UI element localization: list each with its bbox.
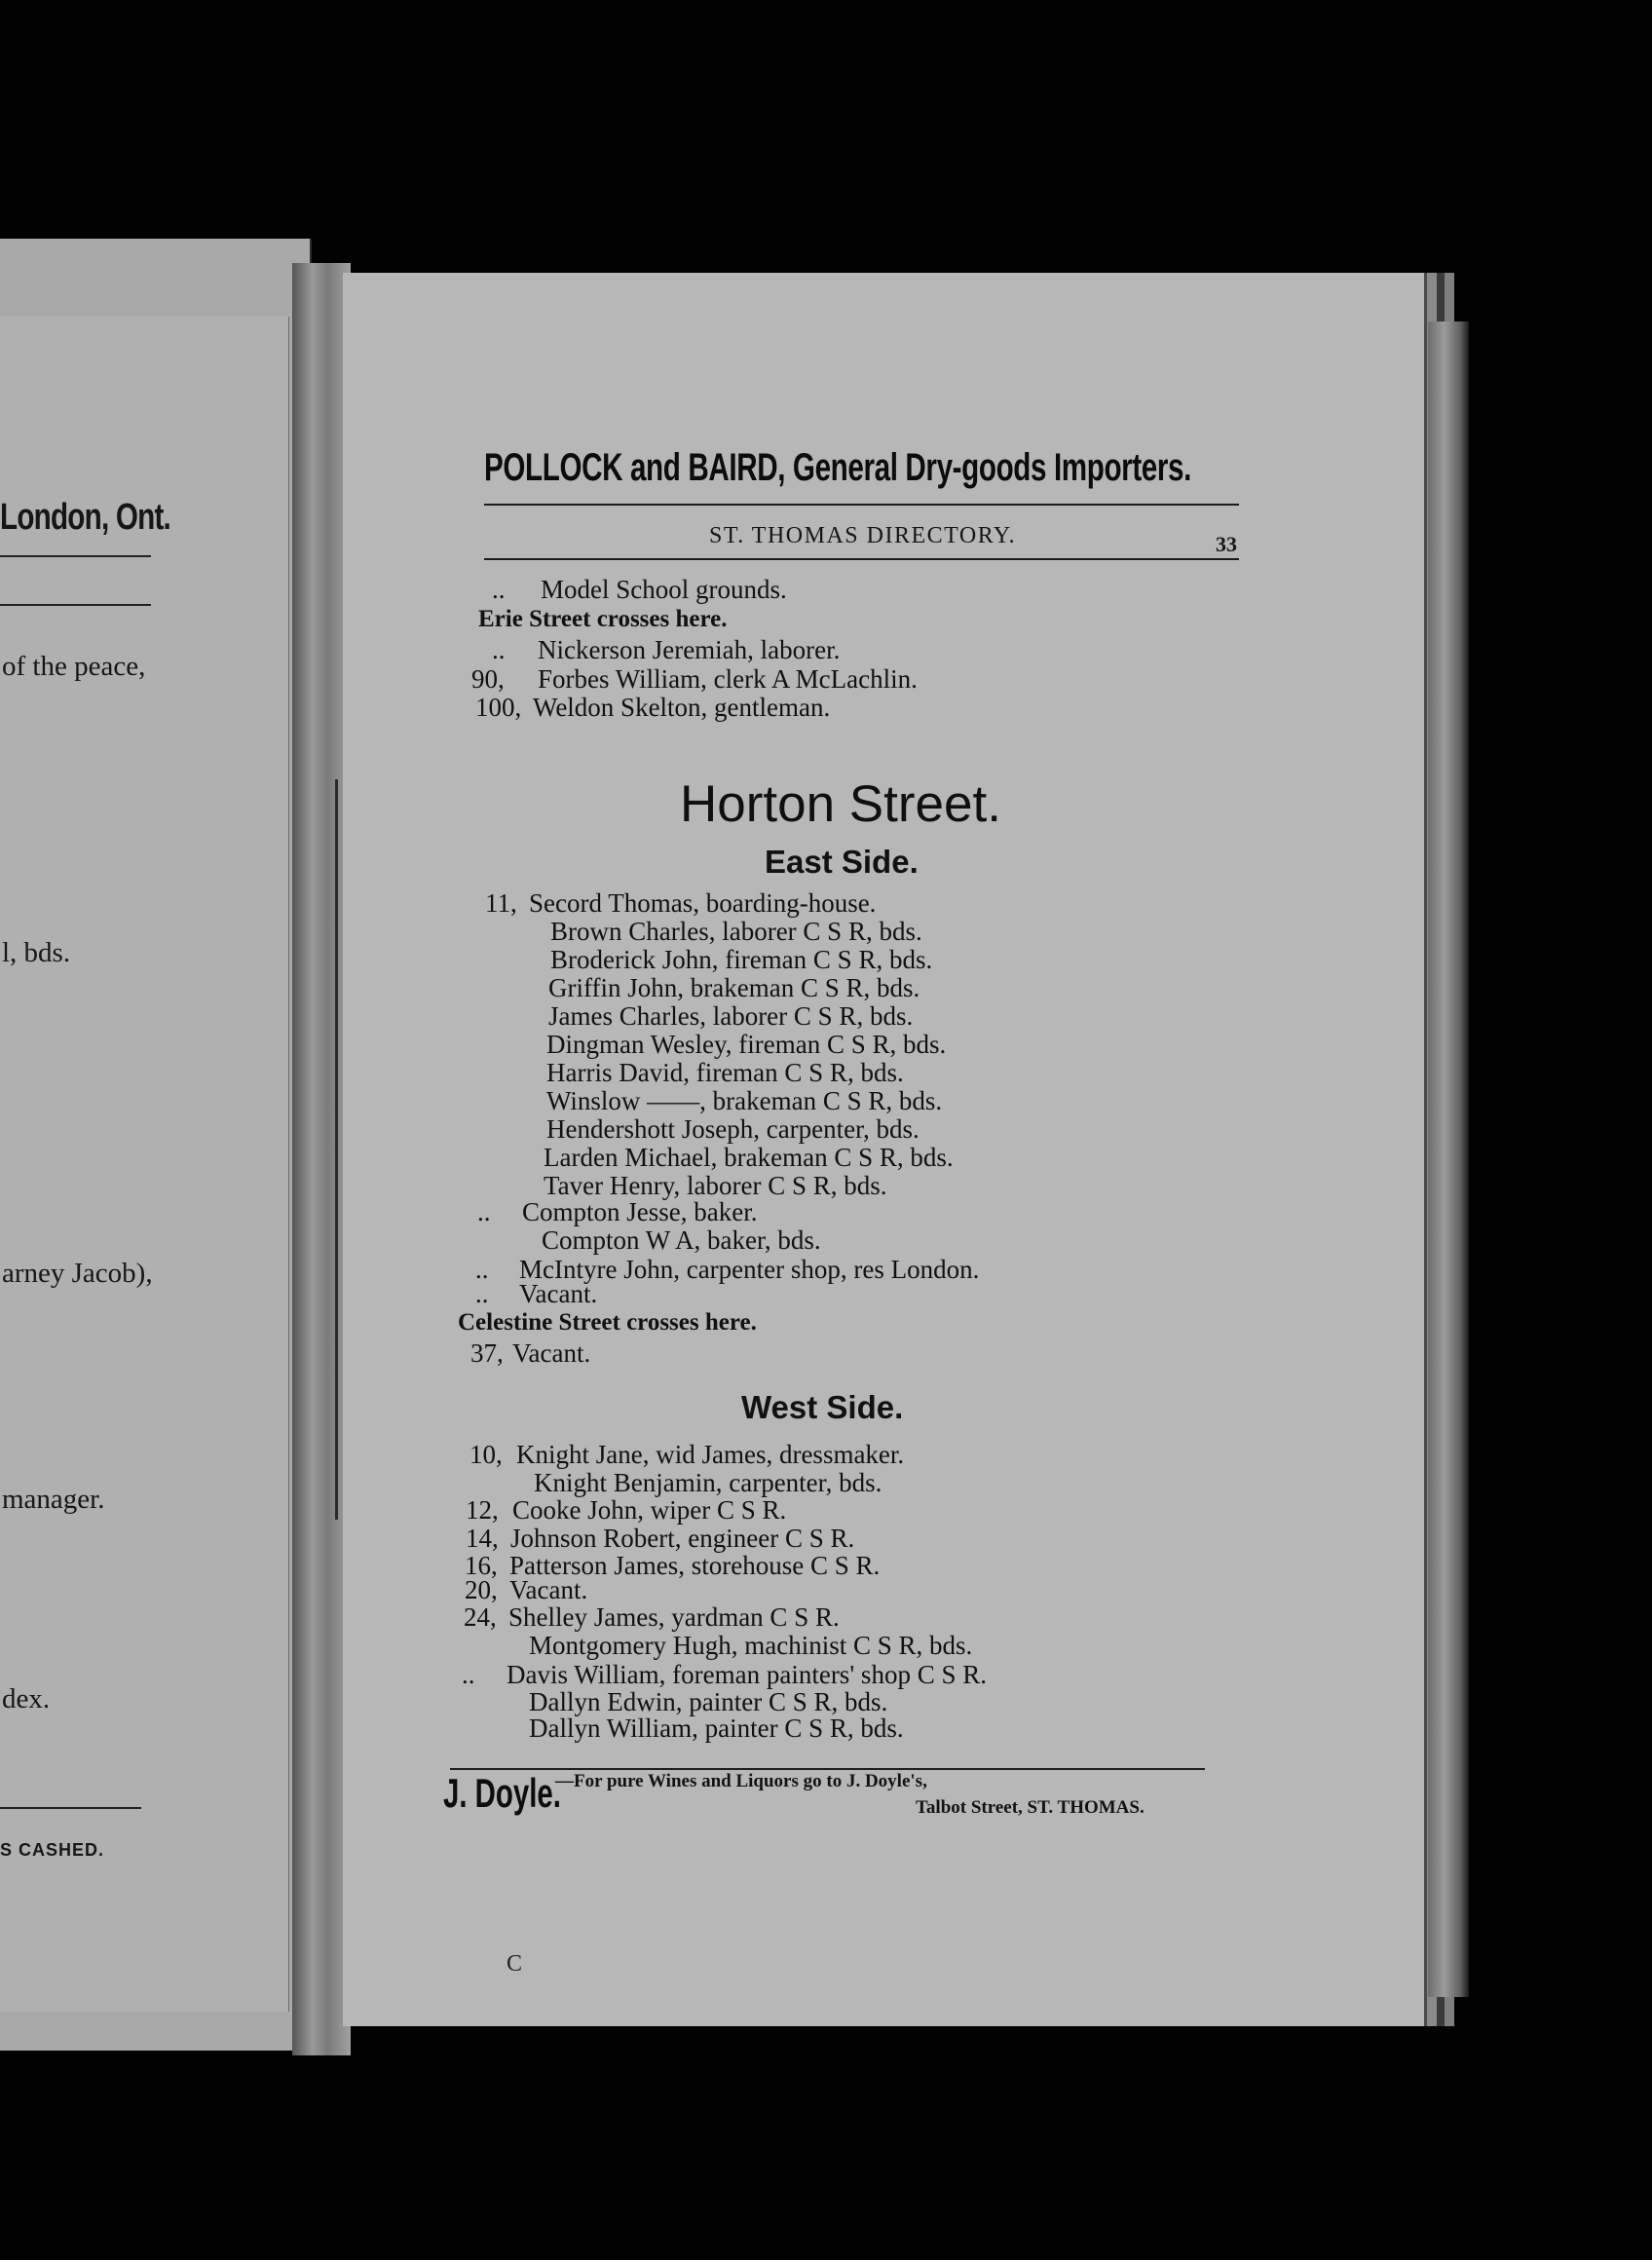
entry-text: Dallyn William, painter C S R, bds. [529,1714,904,1743]
running-title: ST. THOMAS DIRECTORY. [709,523,1017,548]
entry-number: 12, [466,1495,499,1525]
left-page-line: of the peace, [2,651,146,682]
entry-number: .. [492,575,506,604]
entry-text: Knight Benjamin, carpenter, bds. [534,1468,882,1497]
entry-text: Patterson James, storehouse C S R. [509,1551,881,1580]
left-page-line: l, bds. [2,937,71,968]
left-page-line: manager. [2,1484,105,1515]
left-page [0,239,312,2051]
entry-text: Dingman Wesley, fireman C S R, bds. [546,1030,947,1059]
entry-number: 90, [471,664,505,694]
east-side-heading: East Side. [765,844,919,880]
entry-number: 20, [465,1575,498,1604]
entry-number: .. [475,1279,489,1308]
entry-number: 11, [485,888,517,918]
page-number: 33 [1216,532,1237,556]
entry-number: 100, [475,693,522,722]
entry-text: McIntyre John, carpenter shop, res London. [519,1255,980,1284]
header-rule [484,504,1239,506]
entry-text: Davis William, foreman painters' shop C S R. [507,1660,987,1689]
entry-text: Larden Michael, brakeman C S R, bds. [544,1143,954,1172]
page-edge [1428,321,1469,1997]
left-page-rule [0,555,151,557]
entry-text: Dallyn Edwin, painter C S R, bds. [529,1687,888,1716]
entry-text: Nickerson Jeremiah, laborer. [538,635,841,664]
entry-text: Hendershott Joseph, carpenter, bds. [546,1114,920,1144]
left-page-line: dex. [2,1683,51,1714]
entry-text: Brown Charles, laborer C S R, bds. [550,917,922,946]
footer-advert-line: Talbot Street, ST. THOMAS. [916,1797,1145,1818]
left-page-inner-leaf [0,317,289,2012]
cross-street: Erie Street crosses here. [478,606,728,632]
left-page-location: London, Ont. [0,497,171,538]
entry-number: 37, [470,1338,504,1368]
entry-number: 16, [465,1551,498,1580]
left-page-footer-rule [0,1807,141,1809]
entry-text: Vacant. [509,1575,588,1604]
left-page-line: arney Jacob), [2,1258,153,1289]
entry-number: 10, [469,1440,503,1469]
entry-text: Secord Thomas, boarding-house. [529,888,877,918]
entry-number: .. [492,635,506,664]
book-gutter [292,263,351,2055]
entry-text: Johnson Robert, engineer C S R. [510,1524,855,1553]
entry-text: Winslow ——, brakeman C S R, bds. [546,1086,943,1115]
footer-advertiser-name: J. Doyle. [443,1770,561,1816]
entry-text: Weldon Skelton, gentleman. [533,693,831,722]
street-title: Horton Street. [680,775,1001,833]
entry-number: 14, [466,1524,499,1553]
entry-number: .. [477,1197,491,1226]
entry-text: Vacant. [519,1279,598,1308]
entry-text: Montgomery Hugh, machinist C S R, bds. [529,1631,973,1660]
footer-rule [450,1768,1205,1770]
entry-text: Griffin John, brakeman C S R, bds. [548,973,920,1002]
gutter-crease [335,779,338,1520]
entry-text: Knight Jane, wid James, dressmaker. [516,1440,905,1469]
footer-advert-line: —For pure Wines and Liquors go to J. Doyle's, [555,1771,927,1791]
entry-text: Harris David, fireman C S R, bds. [546,1058,904,1087]
entry-text: Forbes William, clerk A McLachlin. [538,664,918,694]
entry-text: Cooke John, wiper C S R. [512,1495,787,1525]
entry-text: Shelley James, yardman C S R. [508,1602,840,1632]
entry-text: James Charles, laborer C S R, bds. [548,1001,914,1031]
entry-text: Compton W A, baker, bds. [542,1225,821,1255]
entry-number: 24, [464,1602,497,1632]
entry-text: Taver Henry, laborer C S R, bds. [544,1171,887,1200]
entry-text: Compton Jesse, baker. [522,1197,758,1226]
entry-number: .. [462,1660,475,1689]
header-rule-2 [484,558,1239,560]
left-page-footer: S CASHED. [0,1840,105,1860]
left-page-rule-2 [0,604,151,606]
entry-text: Broderick John, fireman C S R, bds. [550,945,933,974]
entry-text: Model School grounds. [541,575,787,604]
entry-text: Vacant. [512,1338,591,1368]
signature-mark: C [507,1951,523,1977]
cross-street: Celestine Street crosses here. [458,1309,757,1336]
west-side-heading: West Side. [741,1389,904,1425]
header-advertisement: POLLOCK and BAIRD, General Dry-goods Importers. [484,446,1191,489]
entry-number: .. [475,1255,489,1284]
